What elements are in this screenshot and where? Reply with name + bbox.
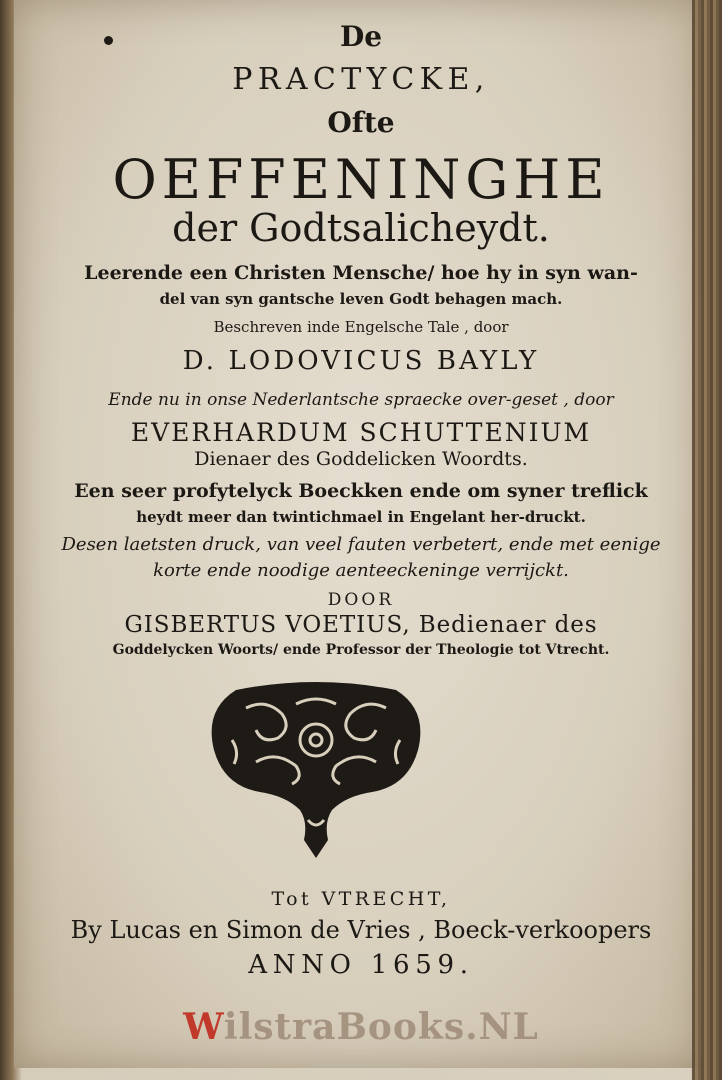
title-ofte: Ofte [327, 106, 395, 139]
imprint-year: ANNO 1659. [248, 950, 474, 980]
watermark [0, 1006, 722, 1048]
title-de: De [339, 20, 383, 53]
imprint-publisher: By Lucas en Simon de Vries , Boeck-verkoopers [70, 916, 652, 944]
printers-ornament-icon [196, 680, 436, 870]
editor-role: Goddelycken Woorts/ ende Professor der Theologie tot Vtrecht. [112, 642, 610, 658]
watermark-text: ilstraBooks.NL [223, 1006, 539, 1048]
edition-note-1: Desen laetsten druck, van veel fauten verbetert, ende met eenige [61, 534, 661, 555]
title-oeffeninghe: OEFFENINGHE [112, 148, 610, 211]
title-practycke: PRACTYCKE, [232, 62, 490, 97]
watermark-initial: W [183, 1006, 224, 1048]
edition-note-2: korte ende noodige aenteeckeninge verrijckt. [153, 560, 569, 581]
title-godtsalicheydt: der Godtsalicheydt. [172, 206, 550, 250]
subtitle-line-1: Leerende een Christen Mensche/ hoe hy in syn wan- [84, 262, 638, 284]
editor-name: GISBERTUS VOETIUS, Bedienaer des [124, 612, 598, 638]
translator-role: Dienaer des Goddelicken Woordts. [194, 448, 528, 470]
written-in-english: Beschreven inde Engelsche Tale , door [213, 318, 509, 336]
door-label: DOOR [327, 590, 395, 610]
imprint-place: Tot VTRECHT, [271, 888, 451, 910]
translated-by: Ende nu in onse Nederlantsche spraecke over-geset , door [108, 390, 614, 410]
author-name: D. LODOVICUS BAYLY [182, 346, 540, 376]
description-line-2: heydt meer dan twintichmael in Engelant her-druckt. [136, 508, 586, 526]
subtitle-line-2: del van syn gantsche leven Godt behagen mach. [159, 290, 563, 308]
description-line-1: Een seer profytelyck Boeckken ende om syner treflick [74, 480, 648, 502]
translator-name: EVERHARDUM SCHUTTENIUM [130, 418, 592, 447]
